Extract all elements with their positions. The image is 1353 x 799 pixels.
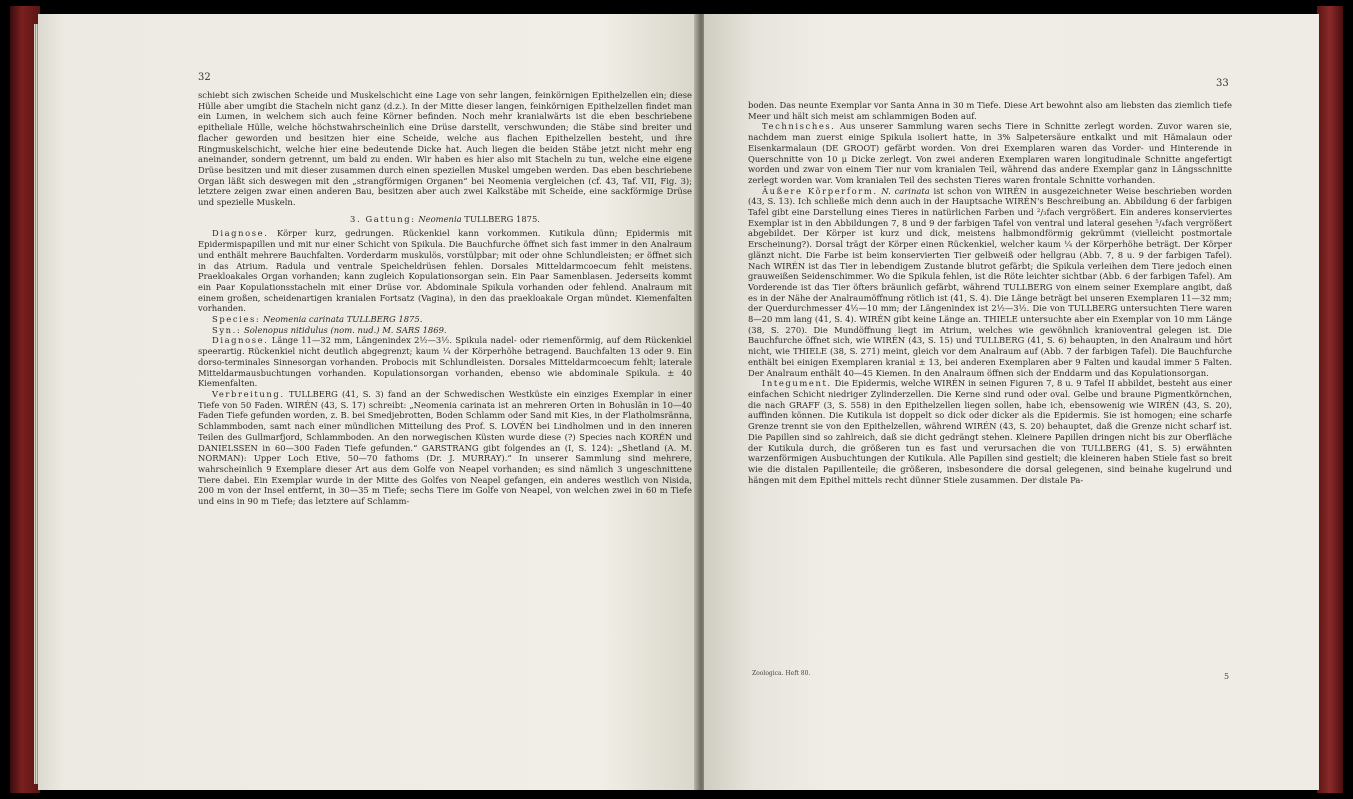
book-cover-right [1317, 6, 1343, 793]
left-page [38, 14, 700, 790]
paragraph: Integument. Die Epidermis, welche WIRÉN in seinen Figuren 7, 8 u. 9 Tafel II abbildet, besteht aus einer einfachen Schicht niedriger Zylinderzellen. Die Kerne sind rund oder oval. Gelbe und braune Pigmentkörnchen, die nach GRAFF (3, S. 558) in den Epithelzellen liegen sollen, habe ich, ebensowenig wie WIRÉN (43, S. 20), auffinden können. Die Kutikula ist doppelt so dick oder dicker als die Epidermis. Sie ist homogen; eine scharfe Grenze trennt sie von den Epithelzellen, während WIRÉN (43, S. 20) behauptet, daß die Grenze nicht scharf ist. Die Papillen sind so zahlreich, daß sie dicht gedrängt stehen. Kleinere Papillen dringen nicht bis zur Oberfläche der Kutikula durch, die größeren tun es fast und verursachen die von TULLBERG (41, S. 5) erwähnten warzenförmigen Ausbuchtungen der Kutikula. Alle Papillen sind gestielt; die kleineren haben Stiele fast so breit wie die distalen Papillenteile; die größeren, insbesondere die dorsal gelegenen, sind beinahe kugelrund und hängen mit dem Epithel mittels recht dünner Stiele zusammen. Der distale Pa- [748, 378, 1232, 485]
paragraph: Species: Neomenia carinata TULLBERG 1875. [212, 314, 423, 325]
paragraph: schiebt sich zwischen Scheide und Muskelschicht eine Lage von sehr langen, feinkörnigen Epithelzellen ein; diese Hülle aber umgibt die Stacheln nicht ganz (d.z.). In der Mitte dieser langen, feinkörnigen Epithelzellen findet man ein Lumen, in welchem sich auch feine Körner befinden. Noch mehr kranialwärts ist die eben beschriebene epitheliale Hülle, welche höchstwahrscheinlich eine Drüse darstellt, verschwunden; die Stäbe sind breiter und flacher geworden und besitzen hier eine Scheide, welche aus flachen Epithelzellen besteht, und ihre Ringmuskelschicht, welche hier eine bedeutende Dicke hat. Auch liegen die beiden Stäbe jetzt nicht mehr eng aneinander, sondern getrennt, um bald zu enden. Wir haben es hier also mit Stacheln zu tun, welche eine eigene Drüse besitzen und mit dieser zusammen durch einen speziellen Muskel umgeben werden. Das eben beschriebene Organ läßt sich deswegen mit den „strangförmigen Organen“ bei Neomenia vergleichen (cf. 43, Taf. VII, Fig. 3); letztere zeigen zwar einen anderen Bau, besitzen aber auch zwei Kalkstäbe mit Scheide, eine sackförmige Drüse und spezielle Muskeln. [198, 90, 692, 208]
right-page-body [748, 100, 1232, 485]
footer-signature: 5 [1224, 672, 1230, 681]
left-page-body [198, 90, 692, 507]
paragraph: Technisches. Aus unserer Sammlung waren sechs Tiere in Schnitte zerlegt worden. Zuvor waren sie, nachdem man zuerst einige Spikula isoliert hatte, in 3% Salpetersäure entkalkt und mit Hämalaun oder Eisenkarmalaun (DE GROOT) gefärbt worden. Von drei Exemplaren waren das Vorder- und Hinterende in Querschnitte von 10 μ Dicke zerlegt. Von zwei anderen Exemplaren waren longitudinale Schnitte angefertigt worden und zwar von einem Tier nur vom kranialen Teil, während das andere Exemplar ganz in Längsschnitte zerlegt worden war. Vom kranialen Teil des sechsten Tieres waren frontale Schnitte vorhanden. [748, 121, 1232, 185]
paragraph: Äußere Körperform. N. carinata ist schon von WIRÉN in ausgezeichneter Weise beschrieben worden (43, S. 13). Ich schließe mich denn auch in der Hauptsache WIRÉN's Beschreibung an. Abbildung 6 der farbigen Tafel gibt eine Darstellung eines Tieres in natürlichen Farben und ²/₃fach vergrößert. Ein anderes konserviertes Exemplar ist in den Abbildungen 7, 8 und 9 der farbigen Tafel von ventral und lateral gesehen ⁵/₄fach vergrößert abgebildet. Der Körper ist kurz und dick, meistens halbmondförmig gekrümmt (vielleicht postmortale Erscheinung?). Dorsal trägt der Körper einen Rückenkiel, welcher kaum ¼ der Körperhöhe beträgt. Der Körper glänzt nicht. Die Farbe ist beim konservierten Tier gelbweiß oder hellgrau (Abb. 7, 8 u. 9 der farbigen Tafel). Nach WIRÉN ist das Tier in lebendigem Zustande blutrot gefärbt; die Spikula verleihen dem Tiere jedoch einen grauweißen Seidenschimmer. Wo die Spikula fehlen, ist die Röte leichter sichtbar (Abb. 6 der farbigen Tafel). Am Vorderende ist das Tier öfters bräunlich gefärbt, während TULLBERG von einem seiner Exemplare angibt, daß es in der Nähe der Analraumöffnung rötlich ist (41, S. 4). Die Länge beträgt bei unseren Exemplaren 11—32 mm; der Querdurchmesser 4½—10 mm; der Längenindex ist 2½—3½. Die von TULLBERG untersuchten Tiere waren 8—20 mm lang (41, S. 4). WIRÉN gibt keine Länge an. THIELE untersuchte aber ein Exemplar von 10 mm Länge (38, S. 270). Die Mundöffnung liegt im Atrium, welches wie gewöhnlich kranioventral gelegen ist. Die Bauchfurche öffnet sich, wie WIRÉN (43, S. 15) und TULLBERG (41, S. 6) behaupten, in den Analraum und hört nicht, wie THIELE (38, S. 271) meint, gleich vor dem Analraum auf (Abb. 7 der farbigen Tafel). Die Bauchfurche enthält bei einigen Exemplaren kranial ± 13, bei anderen Exemplaren aber 9 Falten und kaudal immer 5 Falten. Der Analraum enthält 40—45 Kiemen. In den Analraum öffnen sich der Enddarm und das Kopulationsorgan. [748, 185, 1233, 378]
paragraph: Diagnose. Länge 11—32 mm, Längenindex 2½—3½. Spikula nadel- oder riemenförmig, auf dem Rückenkiel speerartig. Rückenkiel nicht deutlich abgegrenzt; kaum ¼ der Körperhöhe betragend. Bauchfalten 13 oder 9. Ein dorso-terminales Sinnesorgan vorhanden. Probocis mit Schlundleisten. Dorsales Mitteldarmcoecum fehlt; laterale Mitteldarmausbuchtungen vorhanden. Kopulationsorgan vorhanden, ebenso wie abdominale Spikula. ± 40 Kiemenfalten. [198, 335, 692, 389]
footer-journal: Zoologica. Heft 80. [752, 670, 811, 677]
section-heading: 3. Gattung: Neomenia TULLBERG 1875. [350, 213, 540, 224]
page-stack-left [34, 24, 38, 784]
right-page-number: 33 [1216, 78, 1229, 89]
paragraph: Diagnose. Körper kurz, gedrungen. Rückenkiel kann vorkommen. Kutikula dünn; Epidermis mit Epidermispapillen und mit nur einer Schicht von Spikula. Die Bauchfurche öffnet sich fast immer in den Analraum und enthält mehrere Bauchfalten. Vorderdarm muskulös, vorstülpbar; mit oder ohne Schlundleisten; er öffnet sich in das Atrium. Radula und ventrale Speicheldrüsen fehlen. Dorsales Mitteldarmcoecum fehlt meistens. Praekloakales Organ vorhanden; kann zugleich Kopulationsorgan sein. Ein Paar Samenblasen. Jederseits kommt ein Paar Kopulationsstacheln mit einer Drüse vor. Abdominale Spikula vorhanden oder fehlend. Analraum mit einem großen, scheidenartigen kranialen Fortsatz (Vagina), in den das praekloakale Organ mündet. Kiemenfalten vorhanden. [198, 228, 692, 314]
paragraph: boden. Das neunte Exemplar vor Santa Anna in 30 m Tiefe. Diese Art bewohnt also am liebsten das ziemlich tiefe Meer und hält sich meist am schlammigen Boden auf. [748, 100, 1232, 121]
left-page-number: 32 [198, 72, 211, 83]
right-page [704, 14, 1319, 790]
paragraph: Verbreitung. TULLBERG (41, S. 3) fand an der Schwedischen Westküste ein einziges Exemplar in einer Tiefe von 50 Faden. WIRÉN (43, S. 17) schreibt: „Neomenia carinata ist an mehreren Orten in Bohuslän in 10—40 Faden Tiefe gefunden worden, z. B. bei Smedjebrotten, Boden Schlamm oder Sand mit Kies, in der Flatholmsränna, Schlammboden, samt nach einer mündlichen Mitteilung des Prof. S. LOVÉN bei Lindholmen und in den inneren Teilen des Gullmarfjord, Schlammboden. An den norwegischen Küsten wurde diese (?) Species nach KORÉN und DANIELSSEN in 60—300 Faden Tiefe gefunden.“ GARSTRANG gibt folgendes an (I, S. 124): „Shetland (A. M. NORMAN): Upper Loch Etive, 50—70 fathoms (Dr. J. MURRAY).“ In unserer Sammlung sind mehrere, wahrscheinlich 9 Exemplare dieser Art aus dem Golfe von Neapel vorhanden; es sind nämlich 3 ungeschnittene Tiere dabei. Ein Exemplar wurde in der Mitte des Golfes von Neapel gefangen, ein anderes westlich von Nisida, 200 m von der Insel entfernt, in 30—35 m Tiefe; sechs Tiere im Golfe von Neapel, von welchen zwei in 60 m Tiefe und eins in 90 m Tiefe; das letztere auf Schlamm- [198, 388, 692, 507]
book [10, 6, 1343, 793]
paragraph: Syn.: Solenopus nitidulus (nom. nud.) M. SARS 1869. [212, 324, 447, 335]
